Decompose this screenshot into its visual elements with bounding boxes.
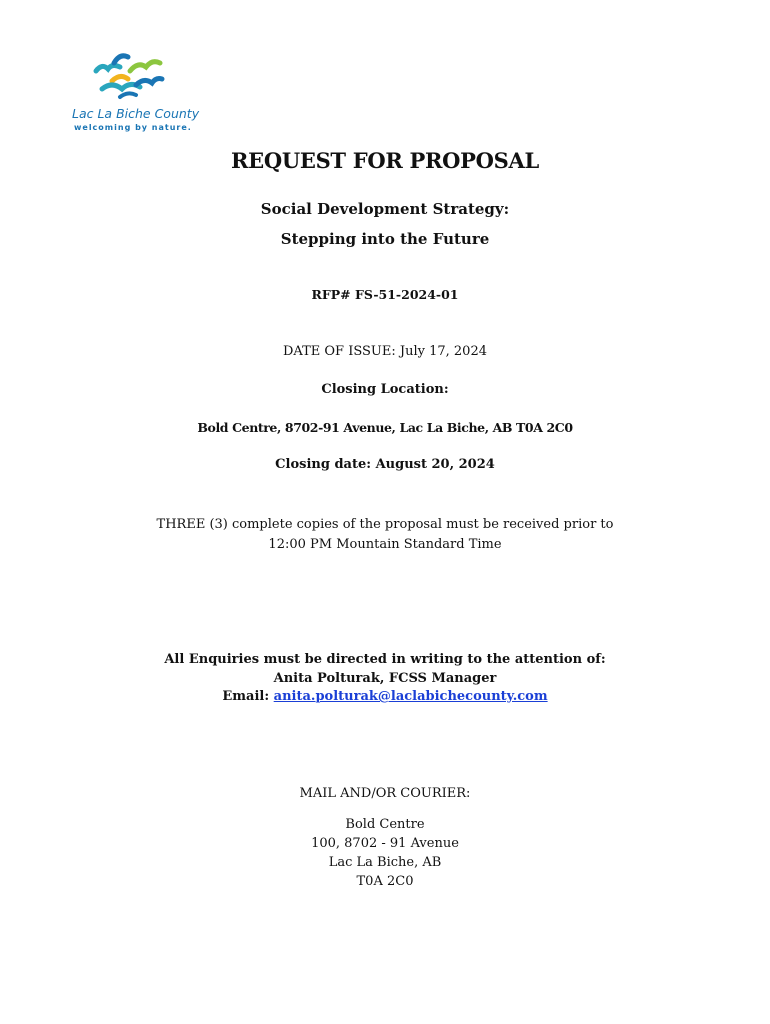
county-logo-mark-icon: [90, 45, 170, 103]
contact-email-line: [0, 689, 770, 704]
subtitle-line-2: Stepping into the Future: [280, 230, 490, 248]
rfp-number: RFP# FS-51-2024-01: [311, 287, 459, 302]
page-title: REQUEST FOR PROPOSAL: [231, 148, 539, 173]
copies-requirement-line-2: 12:00 PM Mountain Standard Time: [268, 537, 502, 552]
closing-location-label: Closing Location:: [321, 382, 449, 397]
mail-heading: MAIL AND/OR COURIER:: [299, 786, 471, 801]
logo-name: Lac La Biche County: [72, 106, 200, 121]
email-link[interactable]: anita.polturak@laclabichecounty.com: [273, 689, 548, 704]
closing-location-address: Bold Centre, 8702-91 Avenue, Lac La Biche, AB T0A 2C0: [197, 420, 573, 435]
mail-address-line-3: Lac La Biche, AB: [328, 855, 442, 870]
county-logo: [70, 45, 200, 135]
closing-date: Closing date: August 20, 2024: [275, 457, 495, 472]
logo-tagline: welcoming by nature.: [74, 123, 192, 132]
mail-address-line-4: T0A 2C0: [356, 874, 414, 889]
email-label: Email:: [222, 689, 274, 704]
subtitle-line-1: Social Development Strategy:: [260, 200, 510, 218]
contact-name: Anita Polturak, FCSS Manager: [273, 671, 497, 686]
mail-address-line-2: 100, 8702 - 91 Avenue: [311, 836, 459, 851]
enquiries-heading: All Enquiries must be directed in writing to the attention of:: [164, 652, 606, 667]
date-of-issue: DATE OF ISSUE: July 17, 2024: [283, 344, 487, 359]
mail-address-line-1: Bold Centre: [345, 817, 425, 832]
copies-requirement-line-1: THREE (3) complete copies of the proposal must be received prior to: [156, 517, 614, 532]
